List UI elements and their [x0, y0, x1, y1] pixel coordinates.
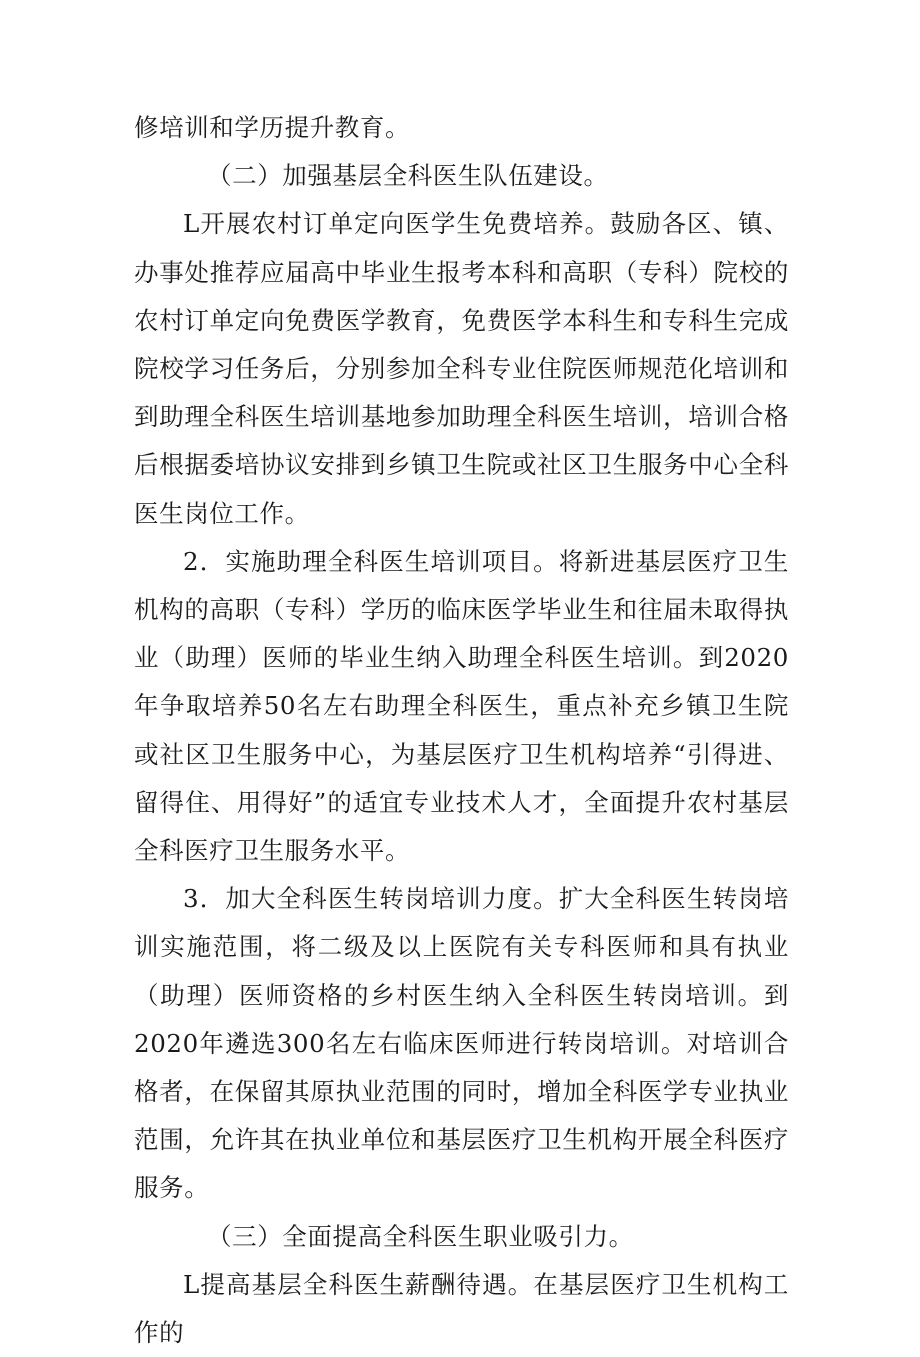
document-body [134, 104, 789, 1357]
paragraph-item-1: L开展农村订单定向医学生免费培养。鼓励各区、镇、办事处推荐应届高中毕业生报考本科和高职（专科）院校的农村订单定向免费医学教育，免费医学本科生和专科生完成院校学习任务后，分别参加全科专业住院医师规范化培训和到助理全科医生培训基地参加助理全科医生培训，培训合格后根据委培协议安排到乡镇卫生院或社区卫生服务中心全科医生岗位工作。 [134, 209, 789, 528]
section-heading-3: （三）全面提高全科医生职业吸引力。 [207, 1221, 634, 1251]
section-heading-2: （二）加强基层全科医生队伍建设。 [207, 161, 609, 191]
paragraph-continuation: 修培训和学历提升教育。 [134, 113, 411, 142]
paragraph-item-2: 2．实施助理全科医生培训项目。将新进基层医疗卫生机构的高职（专科）学历的临床医学毕业生和往届未取得执业（助理）医师的毕业生纳入助理全科医生培训。到2020年争取培养50名左右助理全科医生，重点补充乡镇卫生院或社区卫生服务中心，为基层医疗卫生机构培养“引得进、留得住、用得好”的适宜专业技术人才，全面提升农村基层全科医疗卫生服务水平。 [134, 546, 789, 866]
paragraph-item-3: 3．加大全科医生转岗培训力度。扩大全科医生转岗培训实施范围，将二级及以上医院有关专科医师和具有执业（助理）医师资格的乡村医生纳入全科医生转岗培训。到2020年遴选300名左右临床医师进行转岗培训。对培训合格者，在保留其原执业范围的同时，增加全科医学专业执业范围，允许其在执业单位和基层医疗卫生机构开展全科医疗服务。 [134, 884, 789, 1203]
paragraph-item-next: L提高基层全科医生薪酬待遇。在基层医疗卫生机构工作的 [134, 1269, 789, 1348]
